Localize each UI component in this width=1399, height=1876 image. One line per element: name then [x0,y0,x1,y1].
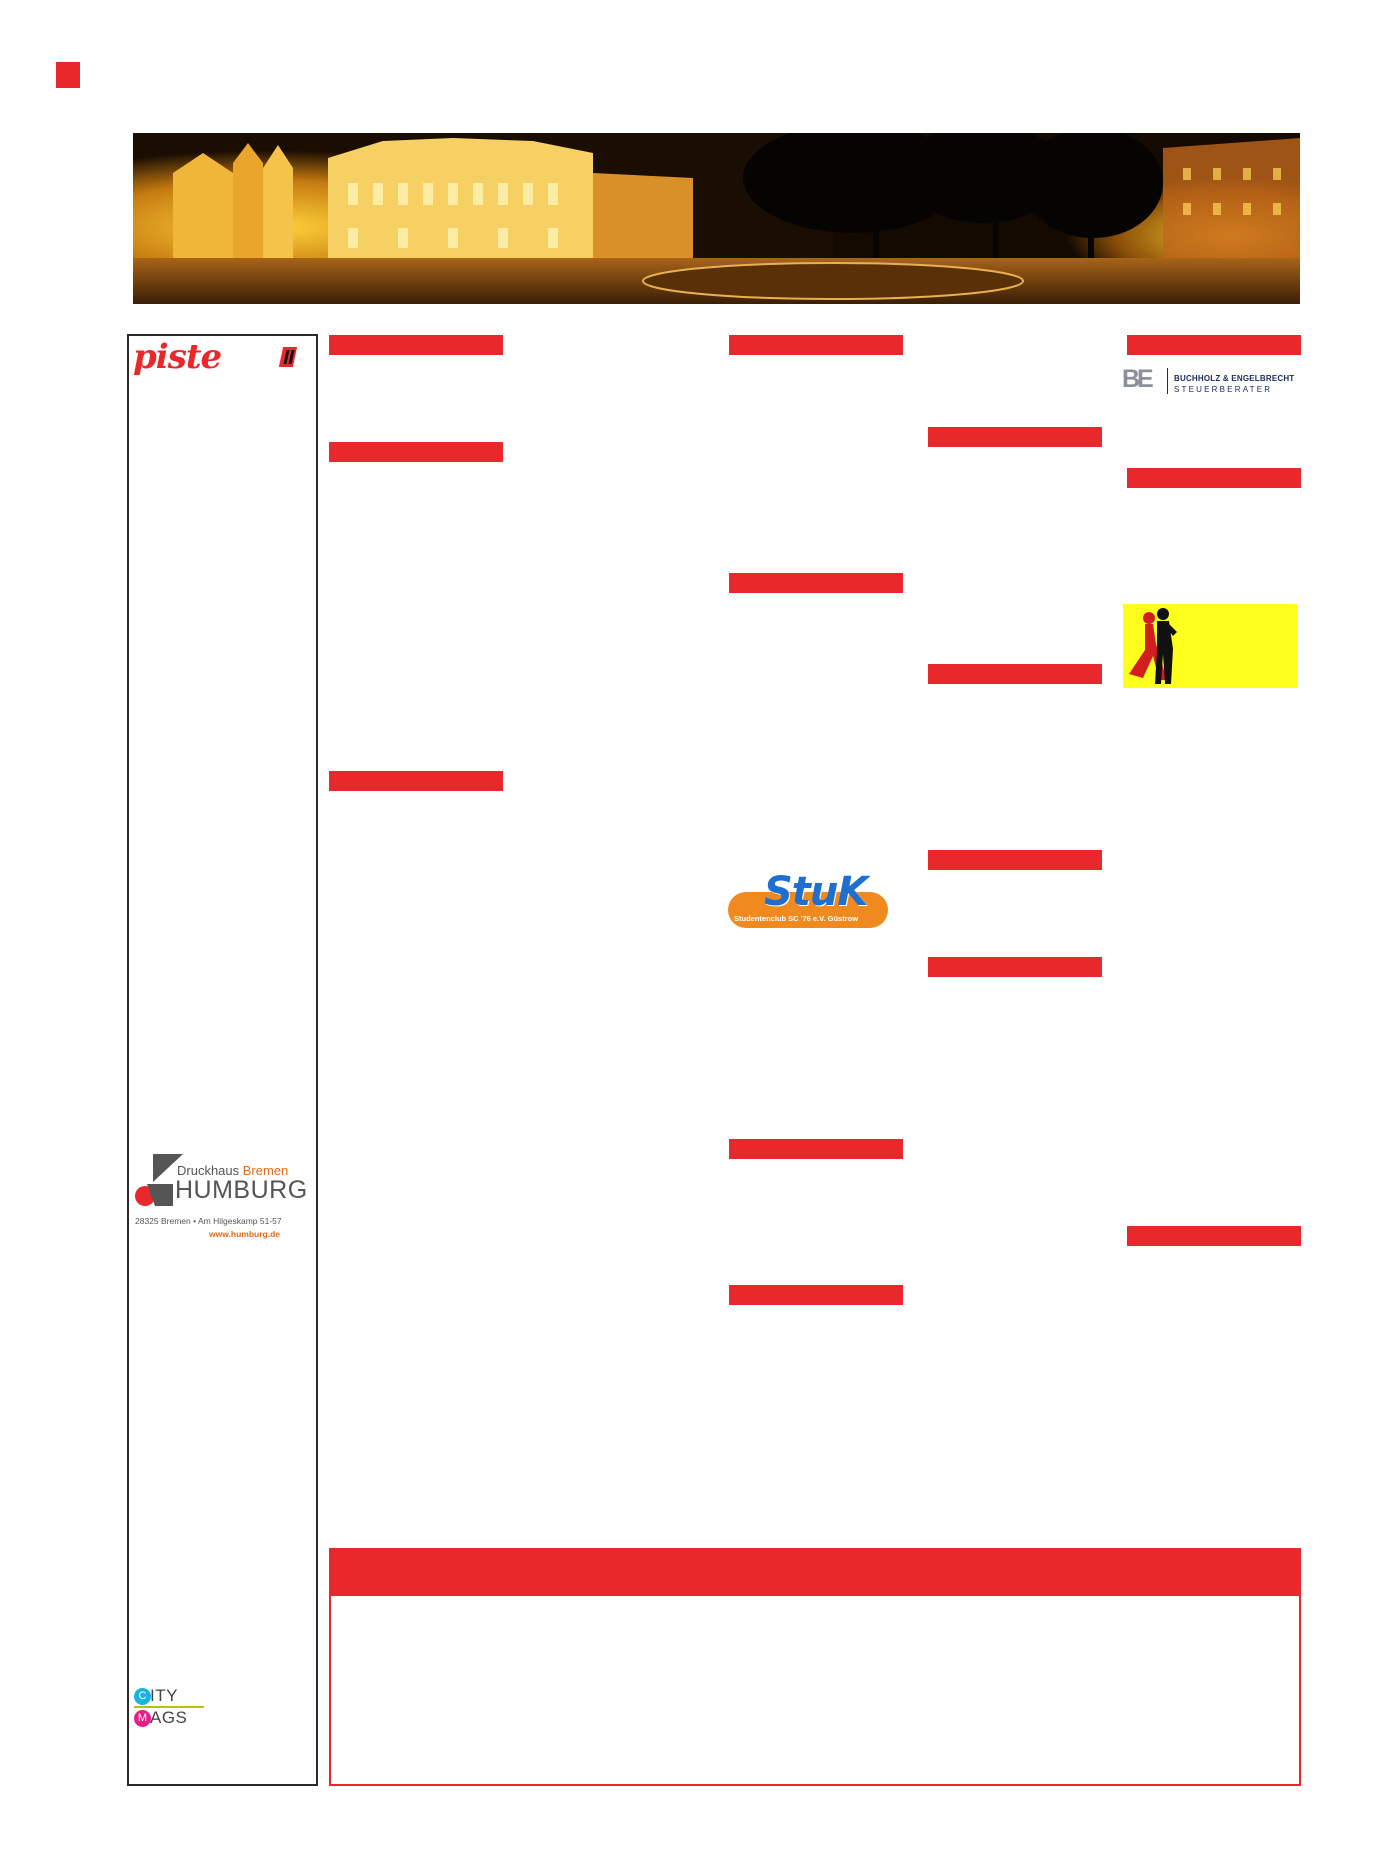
tango-dancers-image [1123,604,1297,688]
humburg-logo-url: www.humburg.de [209,1229,280,1239]
section-heading-bar [729,1139,903,1159]
section-heading-bar [928,957,1102,977]
section-heading-bar [928,664,1102,684]
section-heading-bar [329,335,503,355]
section-heading-bar [729,335,903,355]
citymags-logo [134,1686,204,1728]
corner-marker [56,62,80,88]
humburg-logo [133,1152,308,1248]
be-logo-name: BUCHHOLZ & ENGELBRECHT [1174,374,1295,383]
piste-logo [133,339,297,375]
be-logo-initials: BE [1122,365,1151,393]
citymags-c-dot: C [134,1688,151,1705]
section-heading-bar [729,573,903,593]
stuk-logo [728,869,888,934]
humburg-logo-accent: Bremen [242,1163,289,1178]
section-heading-bar [329,442,503,462]
section-heading-bar [329,771,503,791]
citymags-m-dot: M [134,1710,151,1727]
piste-logo-mark [279,347,297,367]
section-heading-bar [928,427,1102,447]
section-heading-bar [1127,335,1301,355]
section-heading-bar [1127,1226,1301,1246]
sidebar-ad-column [127,334,318,1786]
be-logo-subtitle: STEUERBERATER [1174,385,1273,394]
section-heading-bar [729,1285,903,1305]
citymags-city-text: ITY [150,1686,178,1705]
humburg-logo-prefix: Druckhaus [177,1163,240,1178]
be-logo [1122,366,1300,396]
citymags-mags-text: AGS [150,1708,188,1727]
bottom-info-box-header [331,1550,1299,1596]
humburg-logo-name: HUMBURG [175,1176,308,1204]
humburg-logo-address: 28325 Bremen • Am Hilgeskamp 51-57 [135,1216,282,1226]
section-heading-bar [1127,468,1301,488]
section-heading-bar [928,850,1102,870]
piste-logo-text: piste [133,337,222,377]
bottom-info-box [329,1548,1301,1786]
banner-photo [133,133,1300,304]
stuk-logo-title: StuK [764,869,868,915]
stuk-logo-subtitle: Studentenclub SC '76 e.V. Güstrow [734,914,859,923]
